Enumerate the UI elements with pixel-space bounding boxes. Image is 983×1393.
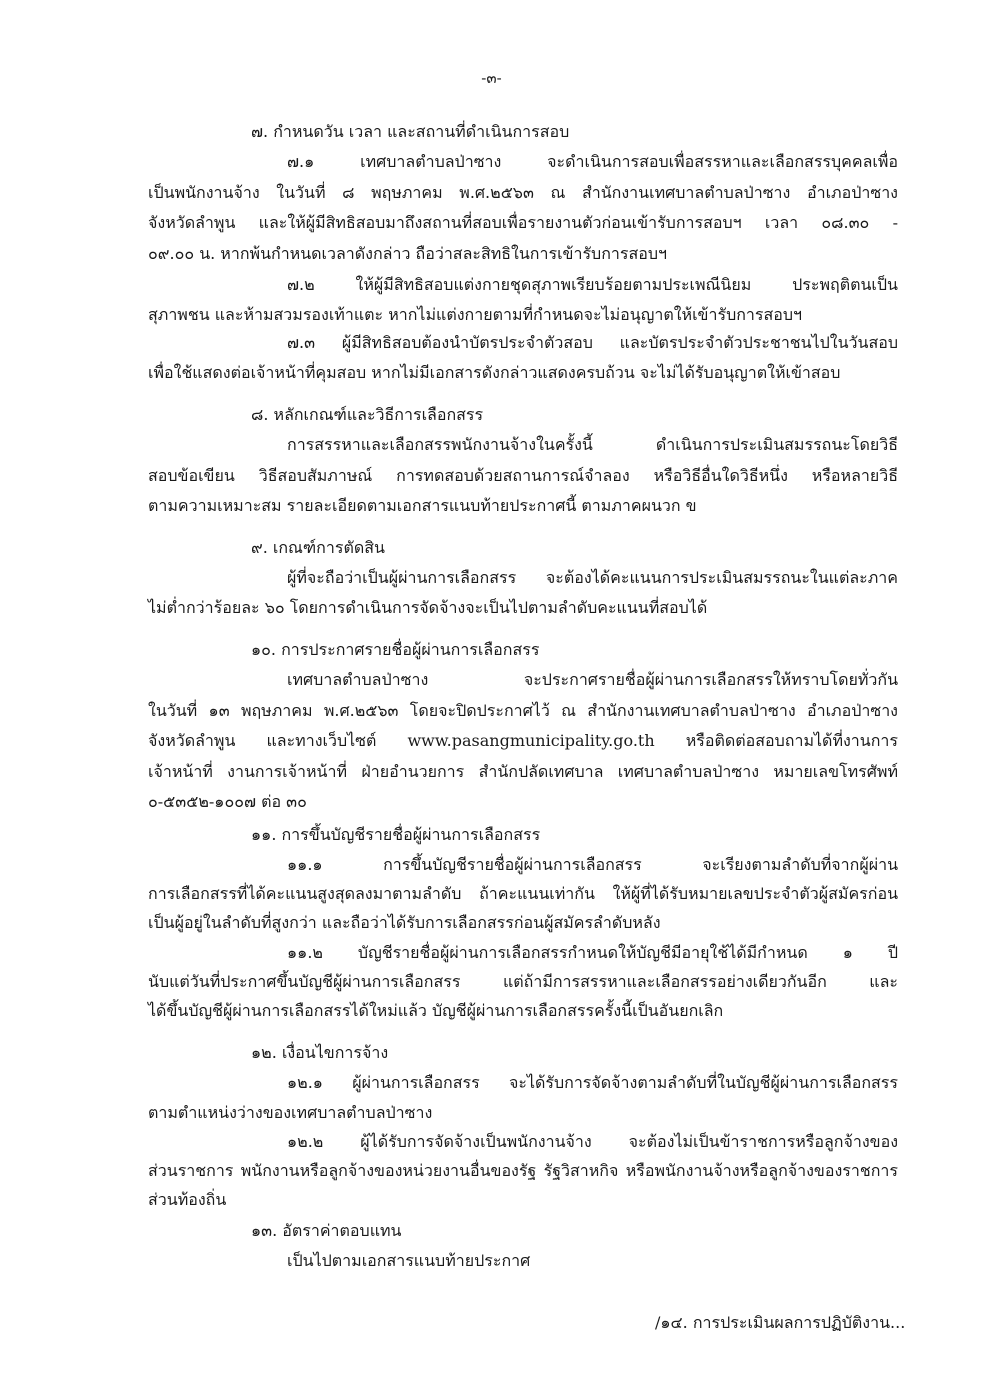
section-7-3-line: เพื่อใช้แสดงต่อเจ้าหน้าที่คุมสอบ หากไม่มีเอกสารดังกล่าวแสดงครบถ้วน จะไม่ได้รับอนุญาตให้เข้าสอบ — [148, 363, 841, 382]
section-7-1-line: เป็นพนักงานจ้าง ในวันที่ ๘ พฤษภาคม พ.ศ.๒๕๖๓ ณ สำนักงานเทศบาลตำบลป่าซาง อำเภอป่าซาง — [148, 183, 898, 202]
section-7-2-line: ๗.๒ ให้ผู้มีสิทธิสอบแต่งกายชุดสุภาพเรียบร้อยตามประเพณีนิยม ประพฤติตนเป็น — [287, 275, 898, 294]
section-13-line: เป็นไปตามเอกสารแนบท้ายประกาศ — [287, 1251, 531, 1270]
page-continuation-footer: /๑๔. การประเมินผลการปฏิบัติงาน... — [655, 1313, 906, 1332]
section-8-line: การสรรหาและเลือกสรรพนักงานจ้างในครั้งนี้ ดำเนินการประเมินสมรรถนะโดยวิธี — [287, 435, 898, 454]
section-9-heading: ๙. เกณฑ์การตัดสิน — [251, 538, 385, 557]
section-10-line: เทศบาลตำบลป่าซาง จะประกาศรายชื่อผู้ผ่านการเลือกสรรให้ทราบโดยทั่วกัน — [287, 670, 898, 689]
section-10-line: จังหวัดลำพูน และทางเว็บไซต์ www.pasangmunicipality.go.th หรือติดต่อสอบถามได้ที่งานการ — [148, 731, 898, 750]
section-10-heading: ๑๐. การประกาศรายชื่อผู้ผ่านการเลือกสรร — [251, 640, 540, 659]
section-8-line: ตามความเหมาะสม รายละเอียดตามเอกสารแนบท้ายประกาศนี้ ตามภาคผนวก ข — [148, 496, 697, 515]
section-12-2-line: ๑๒.๒ ผู้ได้รับการจัดจ้างเป็นพนักงานจ้าง จะต้องไม่เป็นข้าราชการหรือลูกจ้างของ — [287, 1132, 898, 1151]
section-11-2-line: นับแต่วันที่ประกาศขึ้นบัญชีผู้ผ่านการเลือกสรร แต่ถ้ามีการสรรหาและเลือกสรรอย่างเดียวกันอีก และ — [148, 972, 898, 991]
section-10-line: ในวันที่ ๑๓ พฤษภาคม พ.ศ.๒๕๖๓ โดยจะปิดประกาศไว้ ณ สำนักงานเทศบาลตำบลป่าซาง อำเภอป่าซาง — [148, 701, 898, 720]
section-12-1-line: ตามตำแหน่งว่างของเทศบาลตำบลป่าซาง — [148, 1103, 433, 1122]
section-12-heading: ๑๒. เงื่อนไขการจ้าง — [251, 1043, 389, 1062]
section-11-2-line: ๑๑.๒ บัญชีรายชื่อผู้ผ่านการเลือกสรรกำหนดให้บัญชีมีอายุใช้ได้มีกำหนด ๑ ปี — [287, 943, 898, 962]
section-12-2-line: ส่วนท้องถิ่น — [148, 1190, 227, 1209]
section-10-line: ๐-๕๓๕๒-๑๐๐๗ ต่อ ๓๐ — [148, 792, 307, 811]
section-9-line: ไม่ต่ำกว่าร้อยละ ๖๐ โดยการดำเนินการจัดจ้างจะเป็นไปตามลำดับคะแนนที่สอบได้ — [148, 598, 708, 617]
section-9-line: ผู้ที่จะถือว่าเป็นผู้ผ่านการเลือกสรร จะต้องได้คะแนนการประเมินสมรรถนะในแต่ละภาค — [287, 568, 898, 587]
section-11-1-line: ๑๑.๑ การขึ้นบัญชีรายชื่อผู้ผ่านการเลือกสรร จะเรียงตามลำดับที่จากผู้ผ่าน — [287, 855, 898, 874]
section-8-heading: ๘. หลักเกณฑ์และวิธีการเลือกสรร — [251, 405, 484, 424]
section-7-heading: ๗. กำหนดวัน เวลา และสถานที่ดำเนินการสอบ — [251, 122, 570, 141]
section-12-2-line: ส่วนราชการ พนักงานหรือลูกจ้างของหน่วยงานอื่นของรัฐ รัฐวิสาหกิจ หรือพนักงานจ้างหรือลูกจ้างของราชการ — [148, 1161, 898, 1180]
section-7-1-line: จังหวัดลำพูน และให้ผู้มีสิทธิสอบมาถึงสถานที่สอบเพื่อรายงานตัวก่อนเข้ารับการสอบฯ เวลา ๐๘.๓๐ - — [148, 213, 898, 232]
section-7-2-line: สุภาพชน และห้ามสวมรองเท้าแตะ หากไม่แต่งกายตามที่กำหนดจะไม่อนุญาตให้เข้ารับการสอบฯ — [148, 305, 802, 324]
page-number: -๓- — [481, 69, 502, 87]
section-11-heading: ๑๑. การขึ้นบัญชีรายชื่อผู้ผ่านการเลือกสรร — [251, 825, 541, 844]
section-13-heading: ๑๓. อัตราค่าตอบแทน — [251, 1221, 402, 1240]
section-7-1-line: ๐๙.๐๐ น. หากพ้นกำหนดเวลาดังกล่าว ถือว่าสละสิทธิในการเข้ารับการสอบฯ — [148, 244, 667, 263]
section-10-line: เจ้าหน้าที่ งานการเจ้าหน้าที่ ฝ่ายอำนวยการ สำนักปลัดเทศบาล เทศบาลตำบลป่าซาง หมายเลขโทรศัพท์ — [148, 762, 898, 781]
section-11-2-line: ได้ขึ้นบัญชีผู้ผ่านการเลือกสรรได้ใหม่แล้ว บัญชีผู้ผ่านการเลือกสรรครั้งนี้เป็นอันยกเลิก — [148, 1001, 724, 1020]
section-7-1-line: ๗.๑ เทศบาลตำบลป่าซาง จะดำเนินการสอบเพื่อสรรหาและเลือกสรรบุคคลเพื่อ — [287, 152, 898, 171]
section-11-1-line: การเลือกสรรที่ได้คะแนนสูงสุดลงมาตามลำดับ ถ้าคะแนนเท่ากัน ให้ผู้ที่ได้รับหมายเลขประจำตัวผู้สมัครก่อน — [148, 884, 898, 903]
section-8-line: สอบข้อเขียน วิธีสอบสัมภาษณ์ การทดสอบด้วยสถานการณ์จำลอง หรือวิธีอื่นใดวิธีหนึ่ง หรือหลายวิธี — [148, 466, 898, 485]
section-7-3-line: ๗.๓ ผู้มีสิทธิสอบต้องนำบัตรประจำตัวสอบ และบัตรประจำตัวประชาชนไปในวันสอบ — [287, 333, 898, 352]
section-12-1-line: ๑๒.๑ ผู้ผ่านการเลือกสรร จะได้รับการจัดจ้างตามลำดับที่ในบัญชีผู้ผ่านการเลือกสรร — [287, 1073, 898, 1092]
section-11-1-line: เป็นผู้อยู่ในลำดับที่สูงกว่า และถือว่าได้รับการเลือกสรรก่อนผู้สมัครลำดับหลัง — [148, 913, 661, 932]
